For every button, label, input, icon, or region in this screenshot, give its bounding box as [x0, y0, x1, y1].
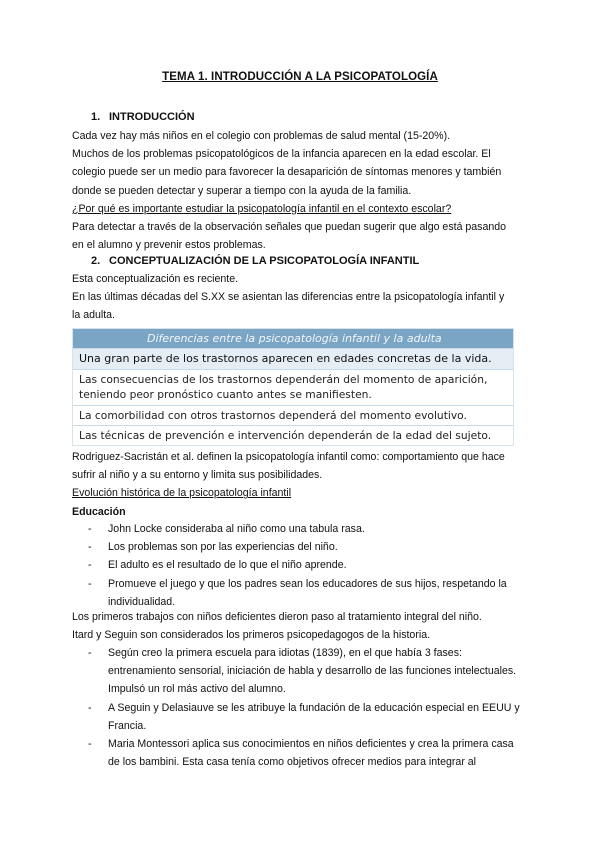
document-title: TEMA 1. INTRODUCCIÓN A LA PSICOPATOLOGÍA — [162, 71, 438, 83]
list-item-text: Según creo la primera escuela para idiotas (1839), en el que había 3 fases: entrenamiento sensorial, iniciación de habla y desarrollo de las funciones intelectuales. Impulsó un rol más activo del alumno. — [108, 647, 517, 696]
table-header: Diferencias entre la psicopatología infantil y la adulta — [73, 329, 513, 348]
section-heading-introduccion — [91, 111, 195, 123]
history-list — [88, 644, 528, 771]
list-item-text: El adulto es el resultado de lo que el niño aprende. — [108, 559, 347, 572]
text-line: Itard y Seguin son considerados los primeros psicopedagogos de la historia. — [72, 629, 431, 642]
section-heading-conceptualizacion — [91, 255, 419, 267]
table-row: Una gran parte de los trastornos aparecen en edades concretas de la vida. — [73, 348, 513, 369]
text-line: donde se pueden detectar y superar a tiempo con la ayuda de la familia. — [72, 184, 412, 197]
text-line: Muchos de los problemas psicopatológicos de la infancia aparecen en la edad escolar. El — [72, 148, 491, 161]
list-item — [88, 575, 528, 611]
list-item — [88, 538, 528, 556]
list-item — [88, 735, 528, 771]
bullet-dash: - — [88, 577, 92, 590]
text-line: Cada vez hay más niños en el colegio con problemas de salud mental (15-20%). — [72, 130, 451, 142]
table-row: Las técnicas de prevención e intervención dependerán de la edad del sujeto. — [73, 425, 513, 446]
list-item-text: Los problemas son por las experiencias del niño. — [108, 541, 338, 554]
text-line: Esta conceptualización es reciente. — [72, 273, 239, 285]
list-item — [88, 556, 528, 574]
bullet-dash: - — [88, 559, 92, 572]
differences-table — [72, 328, 514, 446]
text-line: en el alumno y prevenir estos problemas. — [72, 239, 266, 252]
text-line: colegio puede ser un medio para favorecer la desaparición de síntomas menores y también — [72, 166, 502, 179]
list-item-text: A Seguin y Delasiauve se les atribuye la fundación de la educación especial en EEUU y Francia. — [108, 701, 520, 732]
list-item — [88, 520, 528, 538]
list-item-text: Promueve el juego y que los padres sean los educadores de sus hijos, respetando la individualidad. — [108, 577, 507, 608]
evolution-heading: Evolución histórica de la psicopatología infantil — [72, 487, 292, 500]
bullet-dash: - — [88, 738, 92, 751]
section-title: CONCEPTUALIZACIÓN DE LA PSICOPATOLOGÍA INFANTIL — [109, 255, 420, 267]
education-list — [88, 520, 528, 611]
list-item — [88, 644, 528, 699]
bullet-dash: - — [88, 647, 92, 659]
text-line: Los primeros trabajos con niños deficientes dieron paso al tratamiento integral del niño. — [72, 611, 482, 623]
bullet-dash: - — [88, 701, 92, 714]
section-number: 1. — [91, 111, 101, 123]
paragraph-conceptualizacion — [72, 270, 532, 325]
table-row: Las consecuencias de los trastornos dependerán del momento de aparición, teniendo peor pronóstico cuanto antes se manifiesten. — [73, 369, 513, 405]
list-item-text: Maria Montessori aplica sus conocimientos en niños deficientes y crea la primera casa de los bambini. Esta casa tenía como objetivos ofrecer medios para integrar al — [108, 738, 514, 769]
text-line: la adulta. — [72, 309, 115, 322]
question-line: ¿Por qué es importante estudiar la psicopatología infantil en el contexto escolar? — [72, 202, 452, 215]
paragraph-definition — [72, 448, 532, 521]
bullet-dash: - — [88, 541, 92, 554]
bullet-dash: - — [88, 523, 92, 535]
table-row: La comorbilidad con otros trastornos dependerá del momento evolutivo. — [73, 405, 513, 426]
section-number: 2. — [91, 255, 101, 267]
list-item-text: John Locke consideraba al niño como una tabula rasa. — [108, 523, 365, 535]
text-line: Para detectar a través de la observación señales que puedan sugerir que algo está pasando — [72, 221, 507, 234]
list-item — [88, 699, 528, 735]
text-line: En las últimas décadas del S.XX se asientan las diferencias entre la psicopatología infantil y — [72, 291, 505, 304]
paragraph-history — [72, 608, 532, 644]
education-heading: Educación — [72, 505, 126, 518]
section-title: INTRODUCCIÓN — [109, 111, 195, 123]
text-line: sufrir al niño y a su entorno y limita sus posibilidades. — [72, 469, 323, 482]
text-line: Rodriguez-Sacristán et al. definen la psicopatología infantil como: comportamiento que hace — [72, 451, 505, 463]
paragraph-intro — [72, 127, 532, 254]
